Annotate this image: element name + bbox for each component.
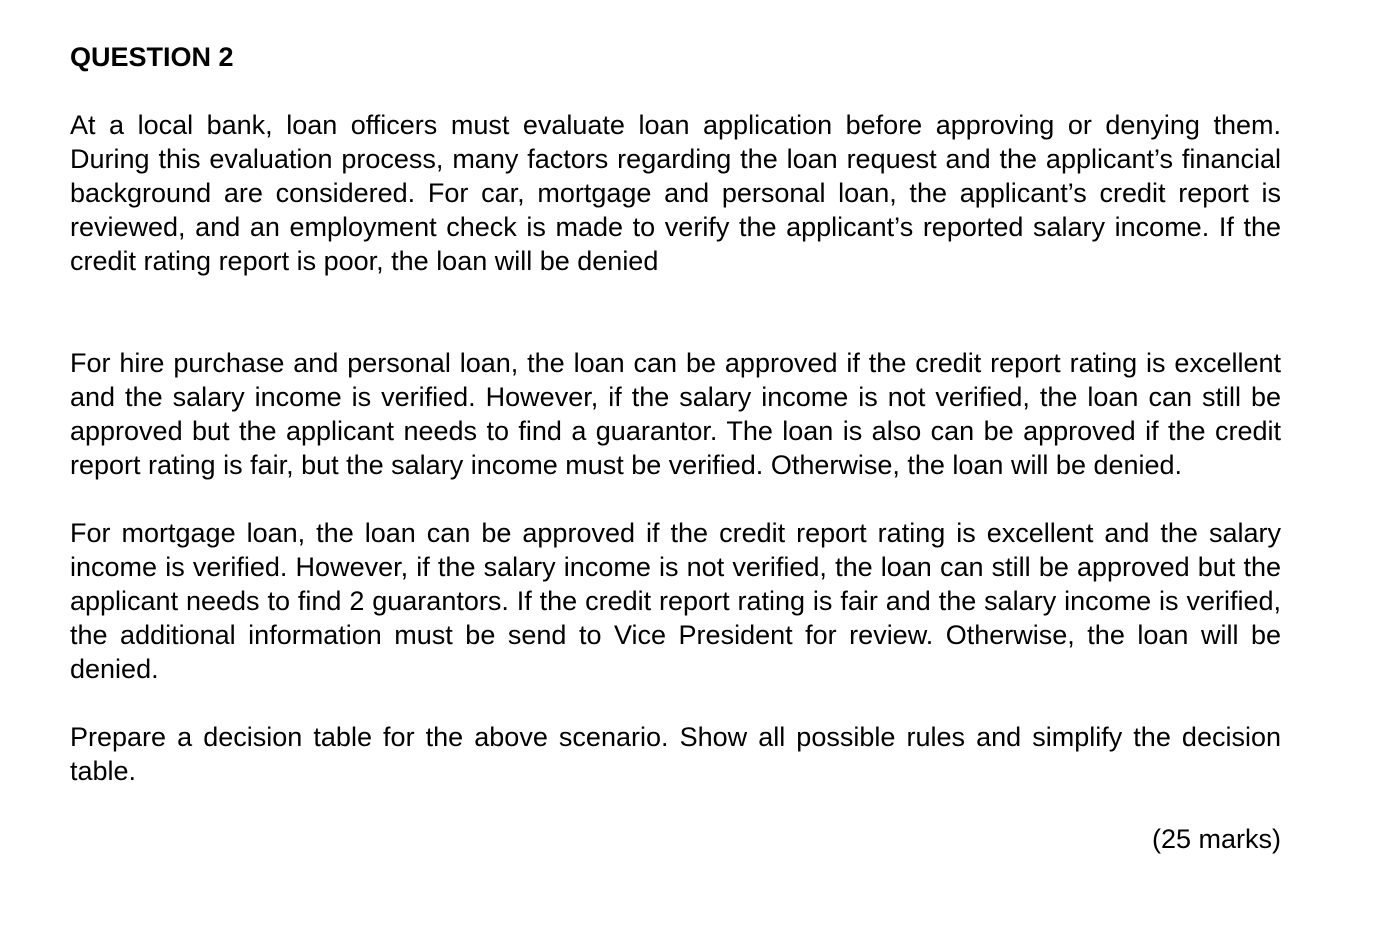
hire-purchase-personal-loan-paragraph: For hire purchase and personal loan, the loan can be approved if the credit report rating is excellent and the salary income is verified. However, if the salary income is not verified, the loan can still be approved but the applicant needs to find a guarantor. The loan is also can be approved if the credit report rating is fair, but the salary income must be verified. Otherwise, the loan will be denied. bbox=[70, 348, 1281, 480]
intro-paragraph: At a local bank, loan officers must evaluate loan application before approving or denying them. During this evaluation process, many factors regarding the loan request and the applicant’s financial background are considered. For car, mortgage and personal loan, the applicant’s credit report is reviewed, and an employment check is made to verify the applicant’s reported salary income. If the credit rating report is poor, the loan will be denied bbox=[70, 110, 1281, 276]
marks-label: (25 marks) bbox=[1151, 824, 1281, 854]
mortgage-loan-paragraph: For mortgage loan, the loan can be approved if the credit report rating is excellent and the salary income is verified. However, if the salary income is not verified, the loan can still be approved but the applicant needs to find 2 guarantors. If the credit report rating is fair and the salary income is verified, the additional information must be send to Vice President for review. Otherwise, the loan will be denied. bbox=[70, 518, 1281, 684]
task-instruction-paragraph: Prepare a decision table for the above scenario. Show all possible rules and simplify the decision table. bbox=[70, 722, 1281, 786]
question-page bbox=[70, 38, 1281, 856]
question-title: QUESTION 2 bbox=[70, 42, 234, 72]
